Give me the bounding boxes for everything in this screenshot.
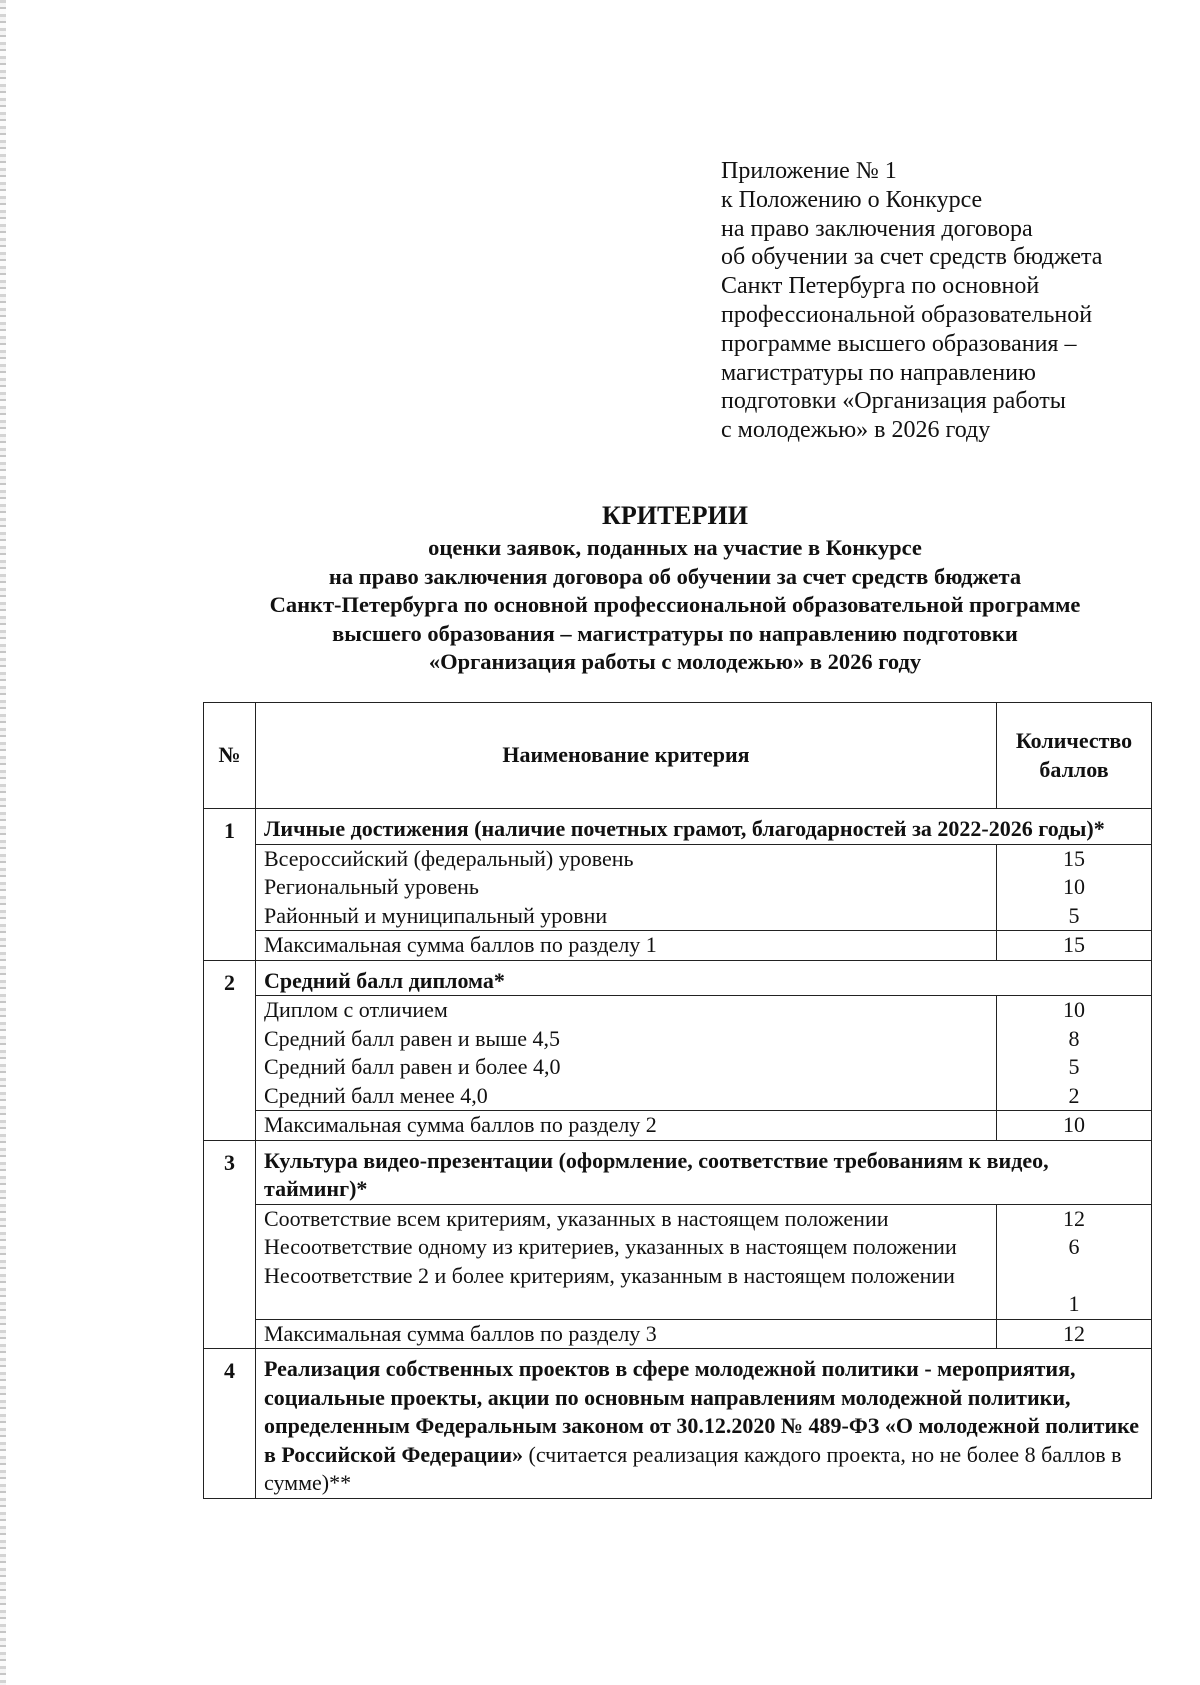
criteria-table	[203, 702, 1152, 1499]
item-score: 1	[1068, 1291, 1080, 1316]
section-title-row	[204, 1349, 1152, 1499]
max-score: 15	[997, 931, 1152, 961]
section-title-row	[204, 1140, 1152, 1204]
section-title-tail: **	[329, 1470, 352, 1495]
title-main: КРИТЕРИИ	[602, 501, 748, 530]
item-label: Диплом с отличием	[264, 997, 448, 1022]
appendix-line: Санкт Петербурга по основной	[721, 273, 1040, 300]
scan-edge	[0, 0, 6, 1685]
max-score: 12	[997, 1319, 1152, 1349]
title-line: «Организация работы с молодежью» в 2026 году	[428, 649, 922, 674]
item-labels	[256, 996, 997, 1111]
item-score: 6	[1068, 1234, 1080, 1259]
section-max-row	[204, 931, 1152, 961]
item-scores	[997, 844, 1152, 931]
table-header-row	[204, 703, 1152, 809]
section-items-row	[204, 844, 1152, 931]
section-title: Средний балл диплома*	[256, 960, 1152, 996]
section-max-row	[204, 1111, 1152, 1141]
section-number: 2	[204, 960, 256, 1140]
document-title	[200, 498, 1150, 677]
section-number: 1	[204, 809, 256, 961]
title-line: высшего образования – магистратуры по направлению подготовки	[332, 620, 1018, 646]
item-spacer	[997, 1262, 1151, 1291]
item-labels	[256, 1204, 997, 1319]
item-scores	[997, 1204, 1152, 1319]
item-score: 10	[1063, 997, 1085, 1022]
item-score: 10	[1063, 874, 1085, 899]
section-title-row	[204, 960, 1152, 996]
title-line: оценки заявок, поданных на участие в Конкурсе	[428, 535, 922, 560]
section-items-row	[204, 1204, 1152, 1319]
section-max-row	[204, 1319, 1152, 1349]
max-label: Максимальная сумма баллов по разделу 2	[256, 1111, 997, 1141]
item-label: Несоответствие одному из критериев, указанных в настоящем положении	[264, 1234, 957, 1259]
appendix-line: с молодежью» в 2026 году	[721, 417, 991, 444]
item-labels	[256, 844, 997, 931]
item-label: Средний балл равен и более 4,0	[264, 1054, 561, 1079]
header-num: №	[204, 703, 256, 809]
appendix-note	[721, 157, 1161, 445]
appendix-line: об обучении за счет средств бюджета	[721, 244, 1103, 271]
item-label: Региональный уровень	[264, 874, 479, 899]
max-label: Максимальная сумма баллов по разделу 1	[256, 931, 997, 961]
appendix-line: профессиональной образовательной	[721, 301, 1093, 328]
item-score: 2	[1068, 1082, 1080, 1108]
header-name: Наименование критерия	[256, 703, 997, 809]
item-score: 15	[1063, 845, 1085, 871]
appendix-line: к Положению о Конкурсе	[721, 186, 983, 213]
section-title-row	[204, 809, 1152, 845]
appendix-line: программе высшего образования –	[721, 330, 1077, 357]
appendix-line: магистратуры по направлению	[721, 359, 1036, 386]
section-number: 4	[204, 1349, 256, 1499]
item-score: 8	[1068, 1025, 1080, 1051]
item-label: Средний балл равен и выше 4,5	[264, 1025, 560, 1051]
title-line: на право заключения договора об обучении за счет средств бюджета	[328, 563, 1022, 589]
section-number: 3	[204, 1140, 256, 1349]
section-title: Культура видео-презентации (оформление, соответствие требованиям к видео, тайминг)*	[256, 1140, 1152, 1204]
appendix-line: Приложение № 1	[721, 158, 897, 184]
item-score: 5	[1068, 902, 1080, 928]
section-title	[256, 1349, 1152, 1499]
section-title: Личные достижения (наличие почетных грамот, благодарностей за 2022-2026 годы)*	[256, 809, 1152, 845]
max-label: Максимальная сумма баллов по разделу 3	[256, 1319, 997, 1349]
item-scores	[997, 996, 1152, 1111]
appendix-line: на право заключения договора	[721, 215, 1033, 242]
item-label: Всероссийский (федеральный) уровень	[264, 845, 634, 871]
item-label: Средний балл менее 4,0	[264, 1082, 488, 1108]
item-label: Районный и муниципальный уровни	[264, 902, 608, 928]
section-title-bold: Реализация собственных проектов в сфере молодежной политики - мероприятия, социальные проекты, акции по основным направлениям молодежной политики, определенным Федеральным законом от 30.12.2020 № 489-ФЗ «О молодежной политике в Российской Федерации»	[264, 1356, 1140, 1467]
title-line: Санкт-Петербурга по основной профессиональной образовательной программе	[269, 592, 1081, 617]
header-score: Количество баллов	[997, 703, 1152, 809]
max-score: 10	[997, 1111, 1152, 1141]
appendix-line: подготовки «Организация работы	[721, 388, 1066, 415]
item-label: Несоответствие 2 и более критериям, указанным в настоящем положении	[264, 1262, 955, 1288]
section-title-note: (считается реализация каждого проекта, но не более 8 баллов в сумме)	[264, 1441, 1122, 1495]
item-score: 12	[1063, 1205, 1085, 1231]
item-score: 5	[1068, 1054, 1080, 1079]
item-label: Соответствие всем критериям, указанных в настоящем положении	[264, 1205, 889, 1231]
section-items-row	[204, 996, 1152, 1111]
